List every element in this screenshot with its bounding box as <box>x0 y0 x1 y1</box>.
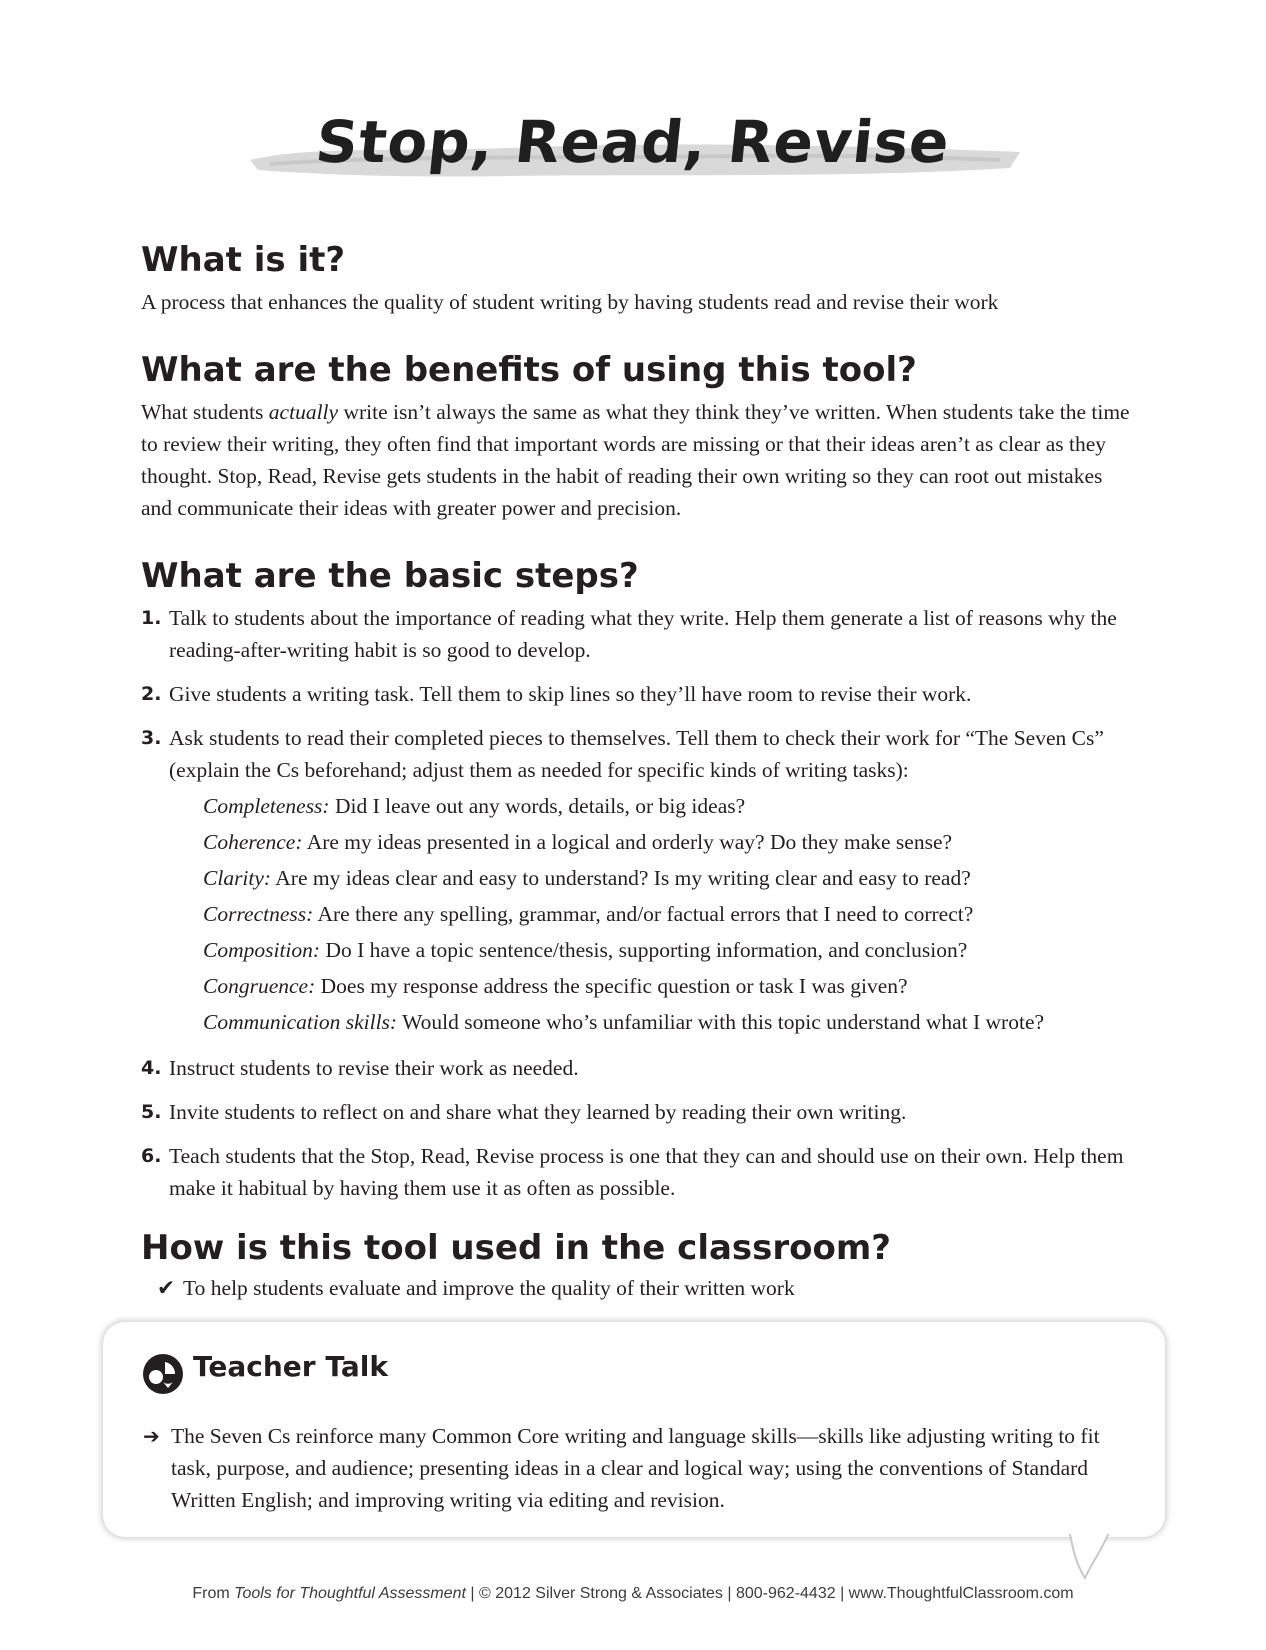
title-banner <box>0 108 1266 208</box>
step-number: 1. <box>141 607 162 629</box>
seven-cs-text: Did I leave out any words, details, or big ideas? <box>329 794 746 818</box>
seven-cs-text: Would someone who’s unfamiliar with this topic understand what I wrote? <box>397 1010 1045 1034</box>
benefits-text <box>141 396 1131 524</box>
benefits-text-end: write isn’t always the same as what they think they’ve written. When students take the time to review their writing, they often find that important words are missing or that their ideas aren’t as clear as they thought. Stop, Read, Revise gets students in the habit of reading their own writing so they can root out mistakes and communicate their ideas with greater power and precision. <box>141 400 1130 520</box>
heading-what-is-it: What is it? <box>141 240 346 280</box>
step-number: 4. <box>141 1057 162 1079</box>
step-text: Talk to students about the importance of reading what they write. Help them generate a list of reasons why the reading-after-writing habit is so good to develop. <box>169 606 1117 662</box>
seven-cs-text: Are there any spelling, grammar, and/or factual errors that I need to correct? <box>313 902 974 926</box>
teacher-talk-text <box>143 1420 1143 1516</box>
arrow-right-icon: ➔ <box>143 1424 160 1448</box>
step-item <box>141 1096 1131 1128</box>
footer-info: | © 2012 Silver Strong & Associates | 800-962-4432 | www.ThoughtfulClassroom.com <box>465 1585 1074 1602</box>
teacher-talk-box <box>103 1322 1165 1537</box>
heading-steps: What are the basic steps? <box>141 556 639 596</box>
step-text: Invite students to reflect on and share what they learned by reading their own writing. <box>169 1100 907 1124</box>
benefits-text-emphasis: actually <box>268 400 339 424</box>
step-text: Teach students that the Stop, Read, Revise process is one that they can and should use on their own. Help them make it habitual by having them use it as often as possible. <box>169 1144 1124 1200</box>
teacher-talk-title: Teacher Talk <box>193 1350 388 1383</box>
teacher-talk-body: The Seven Cs reinforce many Common Core writing and language skills—skills like adjusting writing to fit task, purpose, and audience; presenting ideas in a clear and logical way; using the conventions of Standard Written English; and improving writing via editing and revision. <box>171 1424 1100 1512</box>
step-number: 6. <box>141 1145 162 1167</box>
seven-cs-item <box>203 860 1131 896</box>
seven-cs-item <box>203 896 1131 932</box>
step-item <box>141 1052 1131 1084</box>
heading-usage: How is this tool used in the classroom? <box>141 1228 892 1268</box>
page-title: Stop, Read, Revise <box>312 108 954 176</box>
seven-cs-text: Are my ideas presented in a logical and orderly way? Do they make sense? <box>302 830 953 854</box>
seven-cs-term: Completeness: <box>203 794 330 818</box>
seven-cs-item <box>203 968 1131 1004</box>
section-what-is-it <box>141 238 1131 318</box>
seven-cs-text: Are my ideas clear and easy to understand? Is my writing clear and easy to read? <box>271 866 971 890</box>
step-item <box>141 602 1131 666</box>
seven-cs-item <box>203 824 1131 860</box>
checkmark-icon: ✔ <box>157 1276 176 1301</box>
step-item <box>141 678 1131 710</box>
step-text: Ask students to read their completed pieces to themselves. Tell them to check their work for “The Seven Cs” (explain the Cs beforehand; adjust them as needed for specific kinds of writing tasks): <box>169 726 1104 782</box>
seven-cs-item <box>203 1004 1131 1040</box>
steps-list <box>141 602 1131 1204</box>
main-content <box>141 238 1131 1335</box>
seven-cs-term: Coherence: <box>203 830 303 854</box>
seven-cs-term: Communication skills: <box>203 1010 398 1034</box>
step-number: 2. <box>141 683 162 705</box>
footer-book-title: Tools for Thoughtful Assessment <box>234 1585 466 1602</box>
step-number: 5. <box>141 1101 162 1123</box>
seven-cs-term: Congruence: <box>203 974 316 998</box>
seven-cs-list <box>203 788 1131 1040</box>
step-item <box>141 722 1131 1040</box>
section-benefits <box>141 348 1131 524</box>
teacher-talk-icon <box>141 1352 185 1396</box>
usage-item <box>157 1272 1131 1305</box>
section-usage <box>141 1226 1131 1305</box>
seven-cs-item <box>203 932 1131 968</box>
step-item <box>141 1140 1131 1204</box>
footer-from: From <box>192 1585 235 1602</box>
step-text: Instruct students to revise their work as needed. <box>169 1056 579 1080</box>
footer <box>0 1585 1266 1603</box>
seven-cs-text: Do I have a topic sentence/thesis, supporting information, and conclusion? <box>320 938 968 962</box>
seven-cs-term: Clarity: <box>203 866 272 890</box>
seven-cs-text: Does my response address the specific question or task I was given? <box>315 974 908 998</box>
seven-cs-item <box>203 788 1131 824</box>
speech-bubble-tail <box>1065 1528 1111 1580</box>
section-steps <box>141 554 1131 1204</box>
benefits-text-start: What students <box>141 400 269 424</box>
usage-text: To help students evaluate and improve the quality of their written work <box>183 1276 795 1300</box>
seven-cs-term: Composition: <box>203 938 321 962</box>
seven-cs-term: Correctness: <box>203 902 314 926</box>
step-text: Give students a writing task. Tell them to skip lines so they’ll have room to revise their work. <box>169 682 972 706</box>
step-number: 3. <box>141 727 162 749</box>
heading-benefits: What are the benefits of using this tool? <box>141 350 917 390</box>
what-is-it-text: A process that enhances the quality of student writing by having students read and revise their work <box>141 290 999 314</box>
